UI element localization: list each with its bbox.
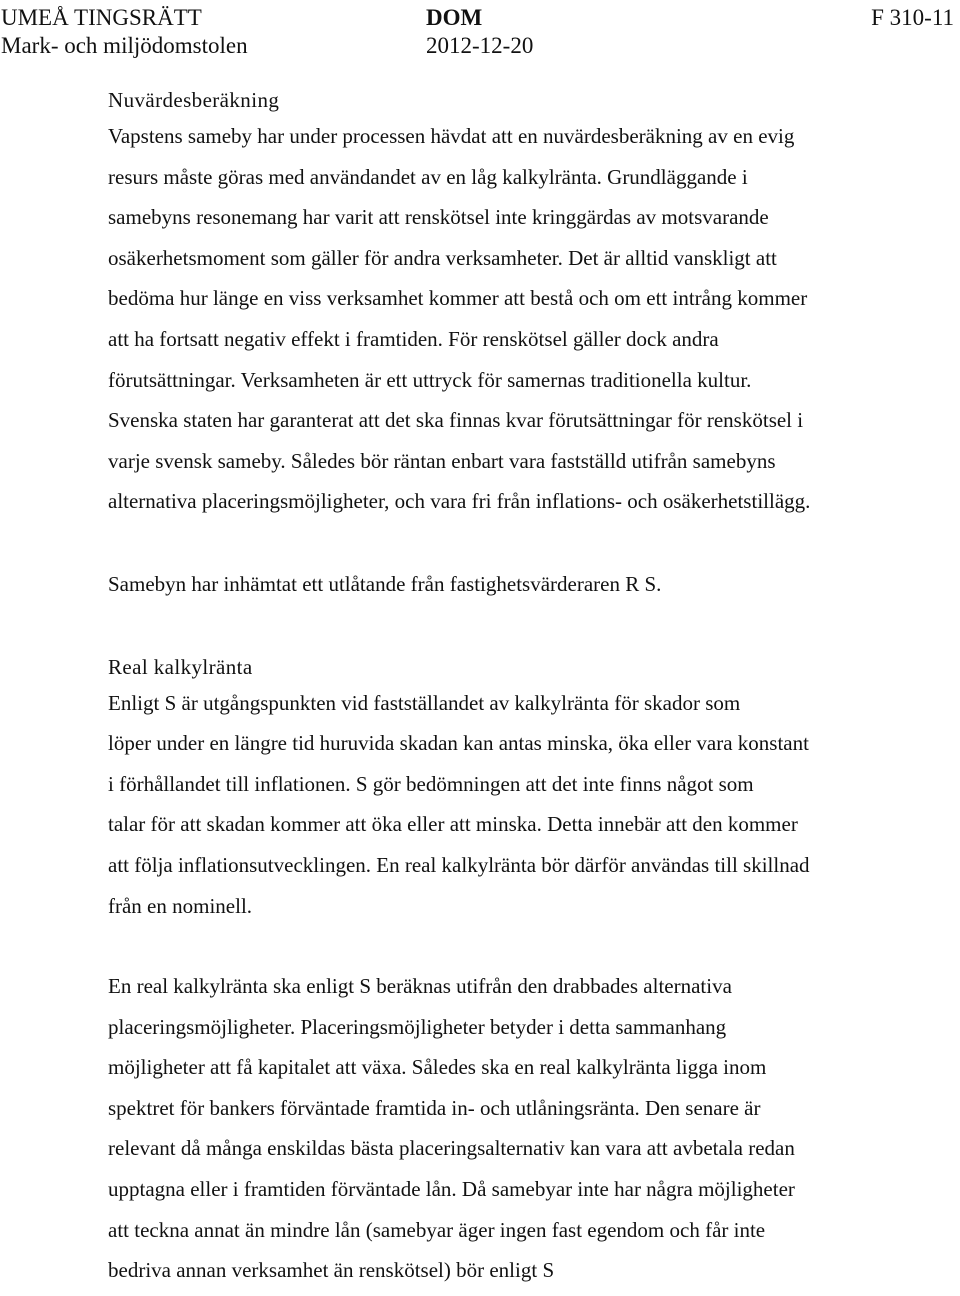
- text-line: Samebyn har inhämtat ett utlåtande från fastighetsvärderaren R S.: [108, 571, 662, 596]
- paragraph-real-kalkylranta-berakning: [108, 966, 908, 1291]
- paragraph-enligt-s-utgangspunkten: [108, 683, 908, 927]
- paragraph-vapstens-sameby: [108, 116, 908, 522]
- text-line: att ha fortsatt negativ effekt i framtiden. För renskötsel gäller dock andra: [108, 326, 719, 351]
- text-line: förutsättningar. Verksamheten är ett uttryck för samernas traditionella kultur.: [108, 367, 752, 392]
- text-line: varje svensk sameby. Således bör räntan enbart vara fastställd utifrån samebyns: [108, 448, 776, 473]
- text-line: Vapstens sameby har under processen hävdat att en nuvärdesberäkning av en evig: [108, 124, 795, 148]
- text-line: Svenska staten har garanterat att det ska finnas kvar förutsättningar för renskötsel i: [108, 408, 804, 433]
- text-line: osäkerhetsmoment som gäller för andra verksamheter. Det är alltid vanskligt att: [108, 245, 777, 270]
- text-line: Enligt S är utgångspunkten vid fastställandet av kalkylränta för skador som: [108, 690, 741, 715]
- case-number: F 310-11: [871, 5, 954, 30]
- text-line: resurs måste göras med användandet av en låg kalkylränta. Grundläggande i: [108, 164, 748, 189]
- text-line: bedriva annan verksamhet än renskötsel) bör enligt S: [108, 1258, 555, 1283]
- text-line: i förhållandet till inflationen. S gör bedömningen att det inte finns något som: [108, 771, 754, 796]
- paragraph-spacer: [108, 926, 908, 966]
- document-body: [108, 84, 908, 1291]
- text-line: spektret för bankers förväntade framtida in- och utlåningsränta. Den senare är: [108, 1095, 761, 1120]
- text-line: En real kalkylränta ska enligt S beräknas utifrån den drabbades alternativa: [108, 974, 732, 999]
- text-line: löper under en längre tid huruvida skadan kan antas minska, öka eller vara konstant: [108, 731, 809, 756]
- paragraph-samebyn-utlatande: [108, 564, 908, 605]
- text-line: talar för att skadan kommer att öka eller att minska. Detta innebär att den kommer: [108, 812, 798, 837]
- department-name: Mark- och miljödomstolen: [1, 33, 248, 58]
- text-line: att följa inflationsutvecklingen. En real kalkylränta bör därför användas till skillnad: [108, 852, 810, 877]
- text-line: att teckna annat än mindre lån (samebyar äger ingen fast egendom och får inte: [108, 1217, 766, 1242]
- court-name: UMEÅ TINGSRÄTT: [1, 5, 202, 30]
- document-header: [0, 0, 960, 62]
- text-line: upptagna eller i framtiden förväntade lån. Då samebyar inte har några möjligheter: [108, 1177, 795, 1202]
- paragraph-spacer: [108, 522, 908, 564]
- section-heading-nuvardesberakning: Nuvärdesberäkning: [108, 88, 280, 112]
- text-line: samebyns resonemang har varit att renskötsel inte kringgärdas av motsvarande: [108, 205, 769, 230]
- text-line: möjligheter att få kapitalet att växa. Således ska en real kalkylränta ligga inom: [108, 1055, 767, 1080]
- text-line: relevant då många enskildas bästa placeringsalternativ kan vara att avbetala redan: [108, 1136, 795, 1161]
- document-date: 2012-12-20: [426, 33, 534, 58]
- paragraph-spacer: [108, 605, 908, 647]
- text-line: från en nominell.: [108, 893, 253, 918]
- text-line: placeringsmöjligheter. Placeringsmöjligheter betyder i detta sammanhang: [108, 1014, 727, 1039]
- document-type: DOM: [426, 5, 483, 30]
- text-line: bedöma hur länge en viss verksamhet kommer att bestå och om ett intrång kommer: [108, 286, 808, 311]
- text-line: alternativa placeringsmöjligheter, och vara fri från inflations- och osäkerhetstillägg.: [108, 489, 811, 514]
- section-heading-real-kalkylranta: Real kalkylränta: [108, 654, 253, 679]
